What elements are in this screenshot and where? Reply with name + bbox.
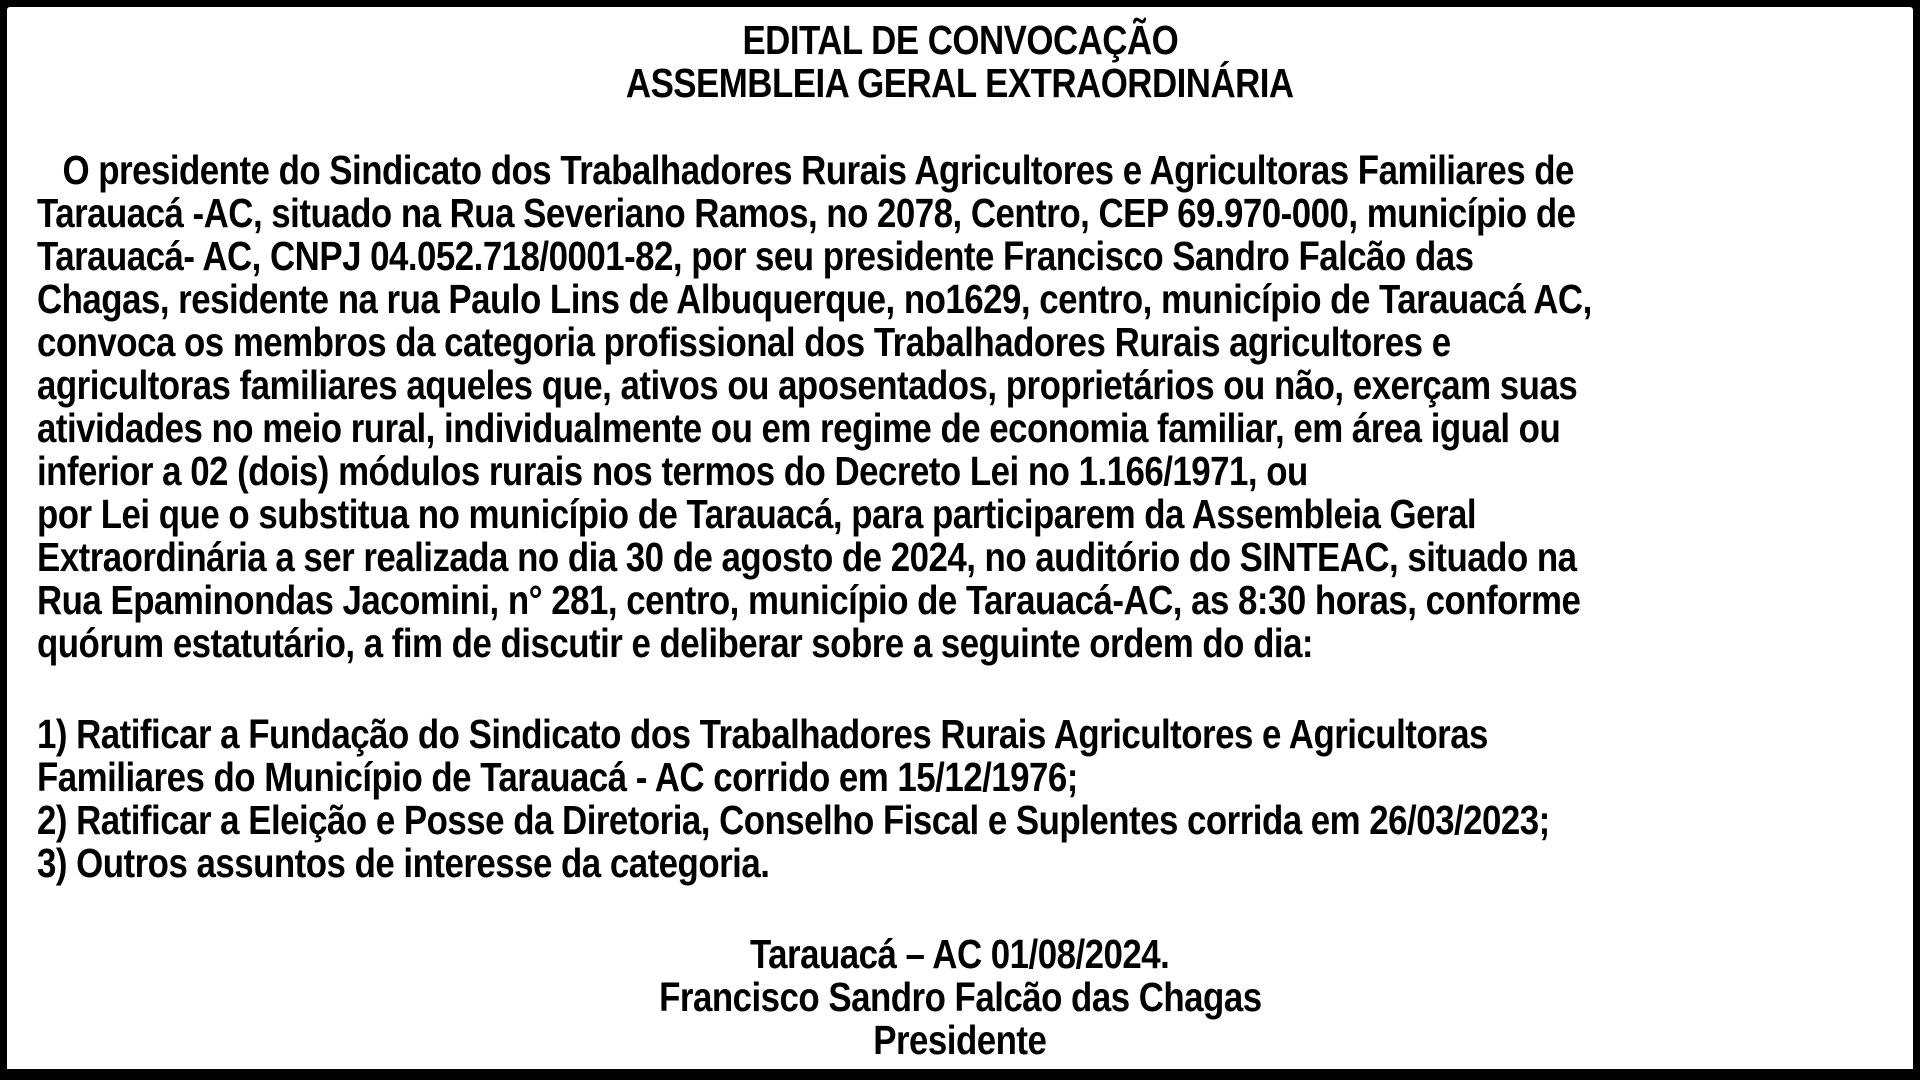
agenda-item-3: 3) Outros assuntos de interesse da categoria. (37, 840, 770, 886)
body-line: Rua Epaminondas Jacomini, n° 281, centro, município de Tarauacá-AC, as 8:30 horas, conforme (37, 577, 1581, 623)
body-line: Tarauacá- AC, CNPJ 04.052.718/0001-82, por seu presidente Francisco Sandro Falcão das (37, 233, 1474, 279)
agenda-item-1-line-1: 1) Ratificar a Fundação do Sindicato dos Trabalhadores Rurais Agricultores e Agricultoras (37, 711, 1488, 757)
body-line: agricultoras familiares aqueles que, ativos ou aposentados, proprietários ou não, exerçam suas (37, 362, 1578, 408)
body-line: Extraordinária a ser realizada no dia 30 de agosto de 2024, no auditório do SINTEAC, situado na (37, 534, 1577, 580)
signature-block (37, 933, 1883, 1062)
agenda-list (37, 713, 1883, 885)
agenda-item-1-line-2: Familiares do Município de Tarauacá - AC corrido em 15/12/1976; (37, 754, 1078, 800)
title-line-2 (37, 62, 1883, 105)
document-title (37, 19, 1883, 105)
body-line: atividades no meio rural, individualmente ou em regime de economia familiar, em área igual ou (37, 405, 1561, 451)
agenda-item-2: 2) Ratificar a Eleição e Posse da Diretoria, Conselho Fiscal e Suplentes corrida em 26/03/2023; (37, 797, 1550, 843)
body-line: O presidente do Sindicato dos Trabalhadores Rurais Agricultores e Agricultoras Familiares de (62, 147, 1574, 193)
body-line: por Lei que o substitua no município de Tarauacá, para participarem da Assembleia Geral (37, 491, 1477, 537)
body-line: inferior a 02 (dois) módulos rurais nos termos do Decreto Lei no 1.166/1971, ou (37, 448, 1308, 494)
title-line-1 (37, 19, 1883, 62)
body-line: quórum estatutário, a fim de discutir e deliberar sobre a seguinte ordem do dia: (37, 620, 1314, 666)
title-text: EDITAL DE CONVOCAÇÃO (742, 17, 1178, 63)
body-line: Chagas, residente na rua Paulo Lins de Albuquerque, no1629, centro, município de Tarauacá AC, (37, 276, 1592, 322)
body-line: convoca os membros da categoria profissional dos Trabalhadores Rurais agricultores e (37, 319, 1451, 365)
signer-role: Presidente (873, 1017, 1047, 1063)
signer-name: Francisco Sandro Falcão das Chagas (658, 974, 1262, 1020)
body-line: Tarauacá -AC, situado na Rua Severiano Ramos, no 2078, Centro, CEP 69.970-000, município de (37, 190, 1576, 236)
title-text: ASSEMBLEIA GERAL EXTRAORDINÁRIA (626, 60, 1294, 106)
place-and-date: Tarauacá – AC 01/08/2024. (750, 931, 1170, 977)
body-paragraph (37, 149, 1883, 665)
